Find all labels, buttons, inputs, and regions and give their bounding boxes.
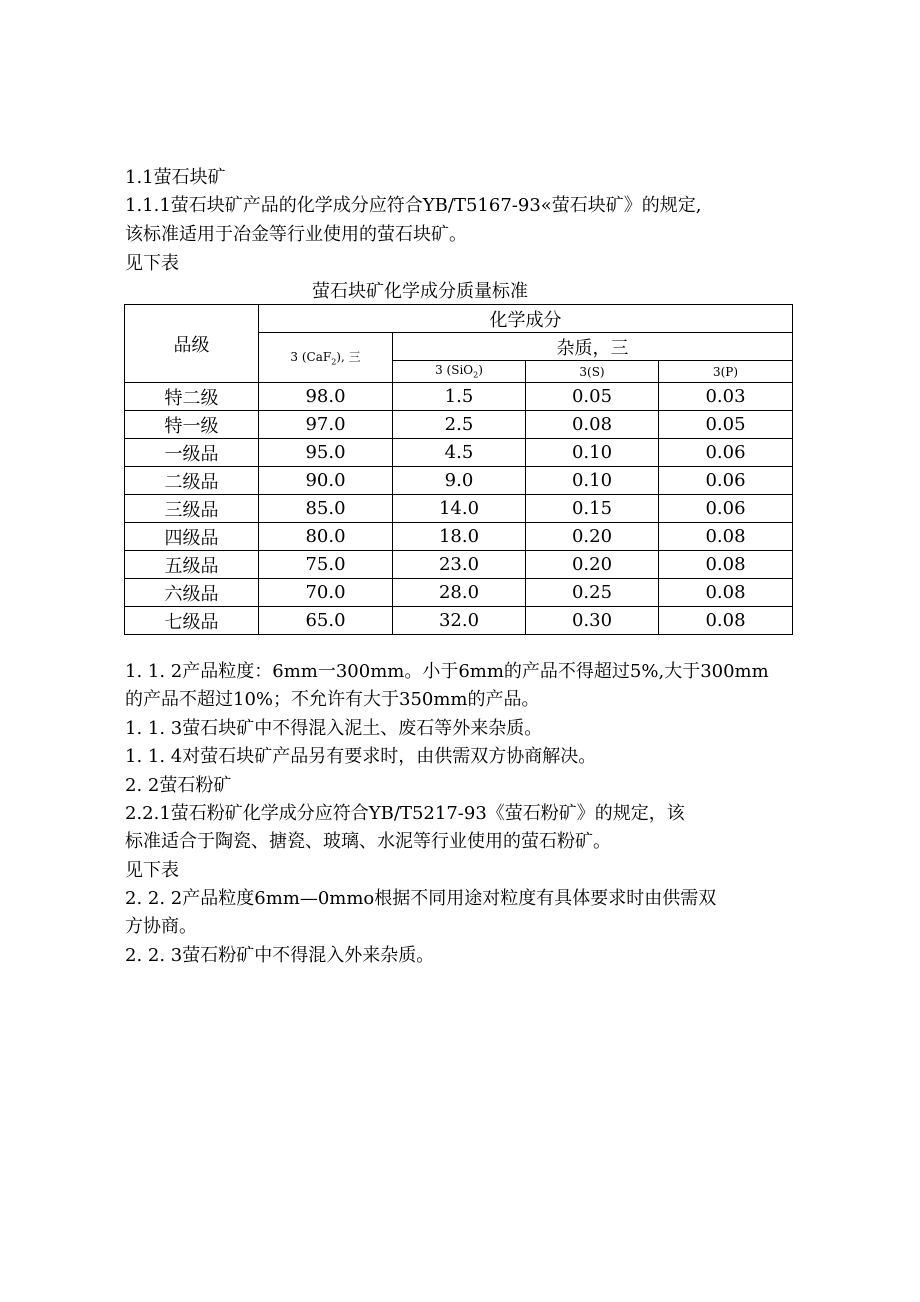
- cell-caf2: 95.0: [259, 439, 393, 467]
- table-row: [125, 551, 793, 579]
- cell-s: 0.15: [526, 495, 659, 523]
- paragraph-1-1-2-line-2: 的产品不超过10%；不允许有大于350mm的产品。: [125, 689, 540, 710]
- cell-caf2: 97.0: [259, 411, 393, 439]
- cell-grade: 五级品: [125, 551, 259, 579]
- cell-grade: 六级品: [125, 579, 259, 607]
- paragraph-1-1-3: 1. 1. 3萤石块矿中不得混入泥土、废石等外来杂质。: [125, 718, 543, 739]
- paragraph-1-1-1-line-1: 1.1.1萤石块矿产品的化学成分应符合YB/T5167-93«萤石块矿》的规定,: [125, 195, 702, 216]
- cell-grade: 四级品: [125, 523, 259, 551]
- cell-sio2: 32.0: [393, 607, 526, 635]
- cell-caf2: 65.0: [259, 607, 393, 635]
- paragraph-2-2-2-line-2: 方协商。: [125, 916, 197, 937]
- section-1-1-title: 1.1萤石块矿: [125, 167, 226, 188]
- cell-caf2: 70.0: [259, 579, 393, 607]
- cell-sio2: 4.5: [393, 439, 526, 467]
- header-caf2: 3 (CaF$_2$), 三: [259, 333, 393, 383]
- cell-caf2: 85.0: [259, 495, 393, 523]
- table-row: [125, 607, 793, 635]
- paragraph-1-1-4: 1. 1. 4对萤石块矿产品另有要求时，由供需双方协商解决。: [125, 746, 597, 767]
- cell-caf2: 80.0: [259, 523, 393, 551]
- table-caption: 萤石块矿化学成分质量标准: [312, 281, 528, 302]
- see-table-label: 见下表: [125, 253, 179, 274]
- cell-s: 0.30: [526, 607, 659, 635]
- cell-s: 0.20: [526, 551, 659, 579]
- table-row: [125, 523, 793, 551]
- paragraph-2-2-1-line-1: 2.2.1萤石粉矿化学成分应符合YB/T5217-93《萤石粉矿》的规定，该: [125, 803, 685, 824]
- cell-p: 0.08: [659, 607, 793, 635]
- header-grade: 品级: [125, 305, 259, 383]
- cell-grade: 七级品: [125, 607, 259, 635]
- cell-s: 0.25: [526, 579, 659, 607]
- header-p: 3(P): [659, 361, 793, 383]
- table-body: [125, 383, 793, 635]
- cell-sio2: 9.0: [393, 467, 526, 495]
- cell-sio2: 28.0: [393, 579, 526, 607]
- cell-p: 0.06: [659, 467, 793, 495]
- header-impurity: 杂质，三: [393, 333, 793, 361]
- cell-sio2: 14.0: [393, 495, 526, 523]
- cell-grade: 一级品: [125, 439, 259, 467]
- table-row: [125, 439, 793, 467]
- cell-grade: 特二级: [125, 383, 259, 411]
- cell-grade: 三级品: [125, 495, 259, 523]
- table-row: [125, 495, 793, 523]
- cell-sio2: 2.5: [393, 411, 526, 439]
- paragraph-1-1-2-line-1: 1. 1. 2产品粒度：6mm一300mm。小于6mm的产品不得超过5%,大于300mm: [125, 661, 769, 682]
- cell-p: 0.08: [659, 523, 793, 551]
- cell-p: 0.06: [659, 495, 793, 523]
- table-row: [125, 467, 793, 495]
- cell-s: 0.10: [526, 467, 659, 495]
- cell-sio2: 1.5: [393, 383, 526, 411]
- cell-grade: 二级品: [125, 467, 259, 495]
- cell-caf2: 75.0: [259, 551, 393, 579]
- header-sio2: 3 (SiO$_2$): [393, 361, 526, 383]
- table-row: [125, 411, 793, 439]
- cell-grade: 特一级: [125, 411, 259, 439]
- see-table-label-2: 见下表: [125, 860, 179, 881]
- table-row: [125, 579, 793, 607]
- quality-standard-table: [124, 304, 793, 635]
- cell-p: 0.06: [659, 439, 793, 467]
- cell-s: 0.05: [526, 383, 659, 411]
- paragraph-2-2-1-line-2: 标准适合于陶瓷、搪瓷、玻璃、水泥等行业使用的萤石粉矿。: [125, 831, 611, 852]
- cell-caf2: 98.0: [259, 383, 393, 411]
- section-2-2-title: 2. 2萤石粉矿: [125, 775, 232, 796]
- header-chemical-composition: 化学成分: [259, 305, 793, 333]
- cell-s: 0.20: [526, 523, 659, 551]
- paragraph-2-2-3: 2. 2. 3萤石粉矿中不得混入外来杂质。: [125, 945, 435, 966]
- paragraph-2-2-2-line-1: 2. 2. 2产品粒度6mm—0mmo根据不同用途对粒度有具体要求时由供需双: [125, 888, 717, 909]
- cell-p: 0.05: [659, 411, 793, 439]
- paragraph-1-1-1-line-2: 该标准适用于冶金等行业使用的萤石块矿。: [125, 224, 467, 245]
- cell-sio2: 23.0: [393, 551, 526, 579]
- table-row: [125, 383, 793, 411]
- cell-p: 0.08: [659, 551, 793, 579]
- cell-caf2: 90.0: [259, 467, 393, 495]
- cell-s: 0.10: [526, 439, 659, 467]
- cell-p: 0.03: [659, 383, 793, 411]
- header-s: 3(S): [526, 361, 659, 383]
- cell-sio2: 18.0: [393, 523, 526, 551]
- cell-s: 0.08: [526, 411, 659, 439]
- cell-p: 0.08: [659, 579, 793, 607]
